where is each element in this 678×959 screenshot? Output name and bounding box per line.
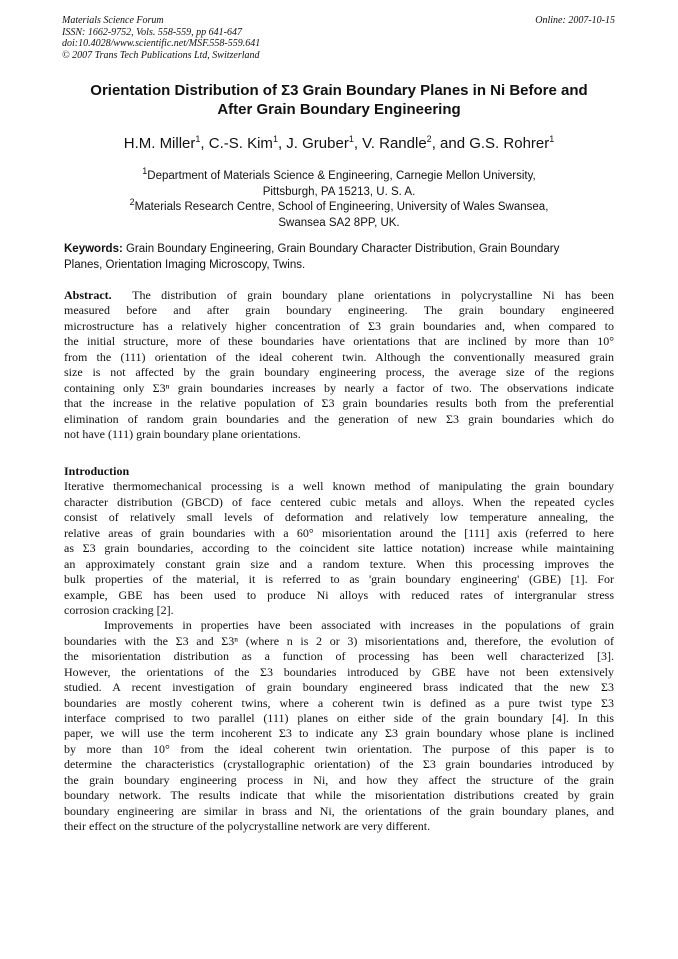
affiliation-text: Materials Research Centre, School of Engineering, University of Wales Swansea, xyxy=(134,201,549,214)
keywords-block xyxy=(64,242,614,273)
keywords-line: Planes, Orientation Imaging Microscopy, Twins. xyxy=(64,258,306,271)
author-name: , and G.S. Rohrer xyxy=(431,135,550,152)
doi-line: doi:10.4028/www.scientific.net/MSF.558-559.641 xyxy=(62,38,261,49)
affiliations xyxy=(64,166,614,231)
paragraph-line: example, GBE has been used to produce Ni alloys with reduced rates of intergranular stress xyxy=(64,587,614,602)
paragraph-line: paper, we will use the term incoherent Σ3 to indicate any Σ3 grain boundary whose plane is inclined xyxy=(64,726,614,741)
affiliation-marker: 2 xyxy=(426,134,432,144)
author-name: , J. Gruber xyxy=(277,135,349,152)
affiliation-line: Pittsburgh, PA 15213, U. S. A. xyxy=(262,185,416,198)
affiliation-marker: 1 xyxy=(272,134,278,144)
affiliation-line xyxy=(64,197,614,216)
paragraph-line: bulk properties of the material, it is referred to as 'grain boundary engineering' (GBE) [1]. For xyxy=(64,572,614,587)
title-line: Orientation Distribution of Σ3 Grain Boundary Planes in Ni Before and xyxy=(90,82,588,99)
abstract-line xyxy=(64,288,614,303)
affiliation-marker: 1 xyxy=(142,166,148,177)
author-name: , C.-S. Kim xyxy=(200,135,273,152)
section-heading: Introduction xyxy=(64,464,130,478)
paragraph-line: an approximately constant grain size and a random texture. When this processing improves the xyxy=(64,556,614,571)
abstract-line: from the (111) orientation of the ideal coherent twin. Although the conventionally measured grain xyxy=(64,349,614,364)
author-list xyxy=(64,134,614,154)
abstract-line: containing only Σ3ⁿ grain boundaries increases by nearly a factor of two. The observations indicate xyxy=(64,380,614,395)
paragraph-line: boundaries with the Σ3 and Σ3ⁿ (where n is 2 or 3) misorientations and, therefore, the evolution of xyxy=(64,633,614,648)
paragraph-line: Iterative thermomechanical processing is a well known method of manipulating the grain boundary xyxy=(64,479,614,494)
paragraph-line: boundary engineering are similar in brass and Ni, the orientations of the grain boundary planes, and xyxy=(64,803,614,818)
affiliation-text: Department of Materials Science & Engineering, Carnegie Mellon University, xyxy=(147,170,536,182)
paragraph-line: boundary network. The results indicate that while the misorientation distributions created by grain xyxy=(64,788,614,803)
abstract-line: elimination of random grain boundaries and the generation of new Σ3 grain boundaries which do xyxy=(64,411,614,426)
affiliation-marker: 1 xyxy=(195,134,201,144)
paragraph-line: interface comprised to two parallel (111) planes on either side of the grain boundary [4]. In this xyxy=(64,711,614,725)
paragraph-line: their effect on the structure of the polycrystalline network are very different. xyxy=(64,819,431,834)
paragraph-line: the misorientation distribution as a function of processing has been well characterized [3]. xyxy=(64,649,614,664)
title-line: After Grain Boundary Engineering xyxy=(217,100,461,118)
abstract-line: microstructure has a relatively higher concentration of Σ3 grain boundaries and, when compared to xyxy=(64,318,614,333)
paragraph-line: studied. A recent investigation of grain boundary engineered brass indicated that the new Σ3 xyxy=(64,680,614,695)
affiliation-line: Swansea SA2 8PP, UK. xyxy=(278,216,400,229)
abstract-line: that the increase in the relative population of Σ3 grain boundaries results both from the preferential xyxy=(64,396,614,411)
paragraph-line: as Σ3 grain boundaries, according to the coincident site lattice notation) increase while maintaining xyxy=(64,541,614,556)
journal-name: Materials Science Forum xyxy=(62,15,164,26)
paragraph-line: by more than 10° from the ideal coherent twin orientation. The purpose of this paper is to xyxy=(64,741,614,756)
paragraph-line: relative areas of grain boundaries with a 60° misorientation around the [111] axis (referred to here xyxy=(64,525,614,540)
abstract-line: the initial structure, more of these boundaries have orientations that are inclined by more than 10° xyxy=(64,334,614,349)
introduction-section xyxy=(64,464,614,835)
paragraph-line: character distribution (GBCD) of face centered cubic metals and alloys. When the repeated cycles xyxy=(64,494,614,509)
issn-line: ISSN: 1662-9752, Vols. 558-559, pp 641-647 xyxy=(62,26,242,38)
abstract-line: measured before and after grain boundary engineering. The grain boundary engineered xyxy=(64,303,614,318)
abstract-label: Abstract. xyxy=(64,288,112,302)
paragraph-line: However, the orientations of the Σ3 boundaries introduced by GBE have not been extensively xyxy=(64,664,614,679)
affiliation-marker: 1 xyxy=(549,134,555,144)
paper-title xyxy=(64,82,614,119)
author-name: , V. Randle xyxy=(353,135,427,152)
paragraph-line: the grain boundary engineering process in Ni, and how they affect the structure of the grain xyxy=(64,772,614,787)
author-name: H.M. Miller xyxy=(123,135,196,152)
paragraph-line: determine the characteristics (crystallographic orientation) of the Σ3 grain boundaries introduced by xyxy=(64,757,614,772)
keywords-text: Grain Boundary Engineering, Grain Boundary Character Distribution, Grain Boundary xyxy=(122,243,560,255)
abstract-line: not have (111) grain boundary plane orientations. xyxy=(64,426,301,441)
abstract xyxy=(64,288,614,442)
paragraph-line: corrosion cracking [2]. xyxy=(64,602,174,617)
affiliation-marker: 1 xyxy=(348,134,354,144)
affiliation-marker: 2 xyxy=(129,197,135,208)
copyright-line: © 2007 Trans Tech Publications Ltd, Switzerland xyxy=(62,49,260,61)
journal-header xyxy=(62,15,615,61)
paragraph-line: consist of relatively small levels of deformation and relatively low temperature annealing, the xyxy=(64,510,614,525)
paragraph-line: boundaries are mostly coherent twins, where a coherent twin is defined as a pure twist type Σ3 xyxy=(64,695,614,710)
paragraph-line: Improvements in properties have been associated with increases in the populations of grain xyxy=(104,618,614,633)
abstract-text: The distribution of grain boundary plane orientations in polycrystalline Ni has been xyxy=(111,288,614,302)
online-date: Online: 2007-10-15 xyxy=(535,15,615,26)
keywords-label: Keywords: xyxy=(64,243,123,255)
abstract-line: size is not affected by the grain boundary engineering process, the average size of the regions xyxy=(64,365,614,380)
keywords-line xyxy=(64,242,614,258)
affiliation-line xyxy=(64,166,614,185)
